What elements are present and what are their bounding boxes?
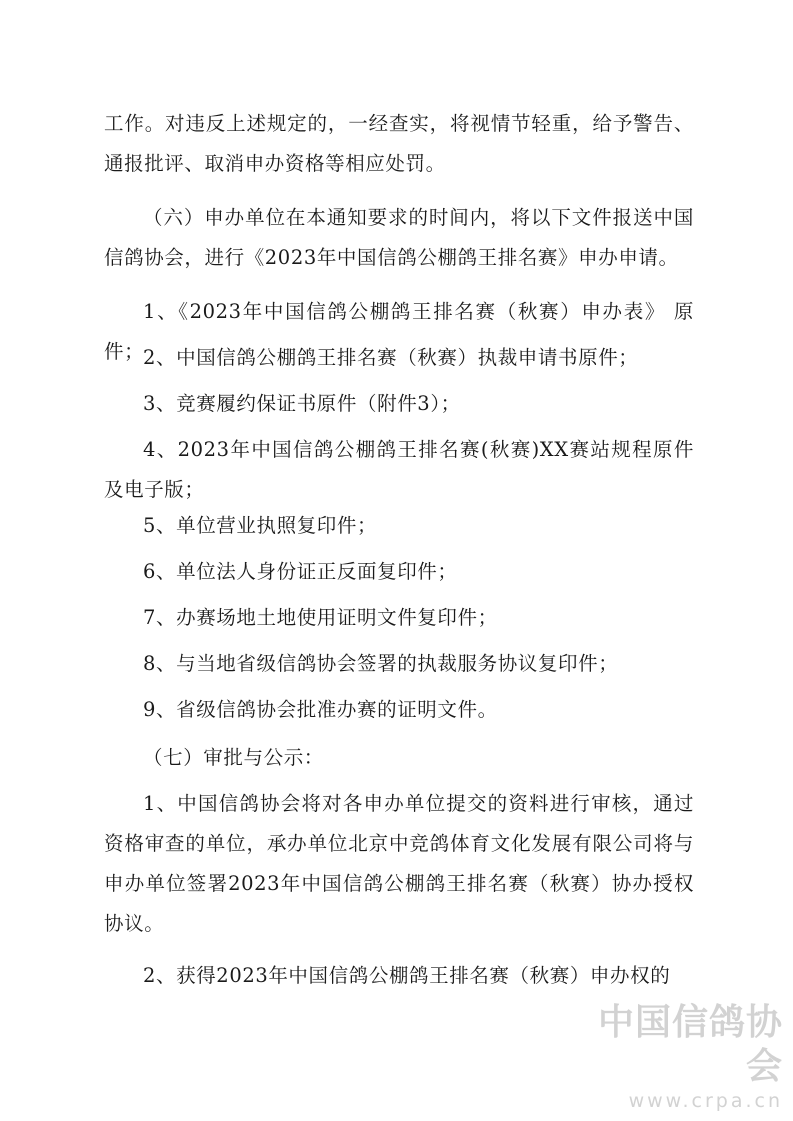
list-item-8: 8、与当地省级信鸽协会签署的执裁服务协议复印件； bbox=[143, 652, 619, 675]
paragraph-review-item-2: 2、获得2023年中国信鸽公棚鸽王排名赛（秋赛）申办权的 bbox=[143, 964, 671, 987]
watermark bbox=[563, 1001, 783, 1113]
paragraph-section-seven-heading: （七）审批与公示： bbox=[143, 746, 324, 769]
list-item-1: 1、《2023年中国信鸽公棚鸽王排名赛（秋赛）申办表》 原件； bbox=[104, 300, 694, 363]
list-item-5: 5、单位营业执照复印件； bbox=[143, 514, 378, 537]
watermark-title: 中国信鸽协会 bbox=[597, 1002, 783, 1087]
paragraph-penalty-continuation: 工作。对违反上述规定的，一经查实，将视情节轻重，给予警告、通报批评、取消申办资格等相应处罚。 bbox=[104, 112, 694, 175]
watermark-url: www.crpa.cn bbox=[628, 1090, 783, 1112]
paragraph-review-item-1: 1、中国信鸽协会将对各申办单位提交的资料进行审核，通过资格审查的单位，承办单位北京中竞鸽体育文化发展有限公司将与申办单位签署2023年中国信鸽公棚鸽王排名赛（秋赛）协办授权协议。 bbox=[104, 792, 694, 935]
list-item-2: 2、中国信鸽公棚鸽王排名赛（秋赛）执裁申请书原件； bbox=[143, 346, 639, 369]
list-item-9: 9、省级信鸽协会批准办赛的证明文件。 bbox=[143, 698, 498, 721]
paragraph-section-six: （六）申办单位在本通知要求的时间内，将以下文件报送中国信鸽协会，进行《2023年中国信鸽公棚鸽王排名赛》申办申请。 bbox=[104, 206, 694, 269]
list-item-3: 3、竞赛履约保证书原件（附件3）； bbox=[143, 392, 461, 415]
list-item-4: 4、2023年中国信鸽公棚鸽王排名赛(秋赛)XX赛站规程原件及电子版； bbox=[104, 438, 694, 501]
list-item-7: 7、办赛场地土地使用证明文件复印件； bbox=[143, 606, 498, 629]
list-item-6: 6、单位法人身份证正反面复印件； bbox=[143, 560, 458, 583]
